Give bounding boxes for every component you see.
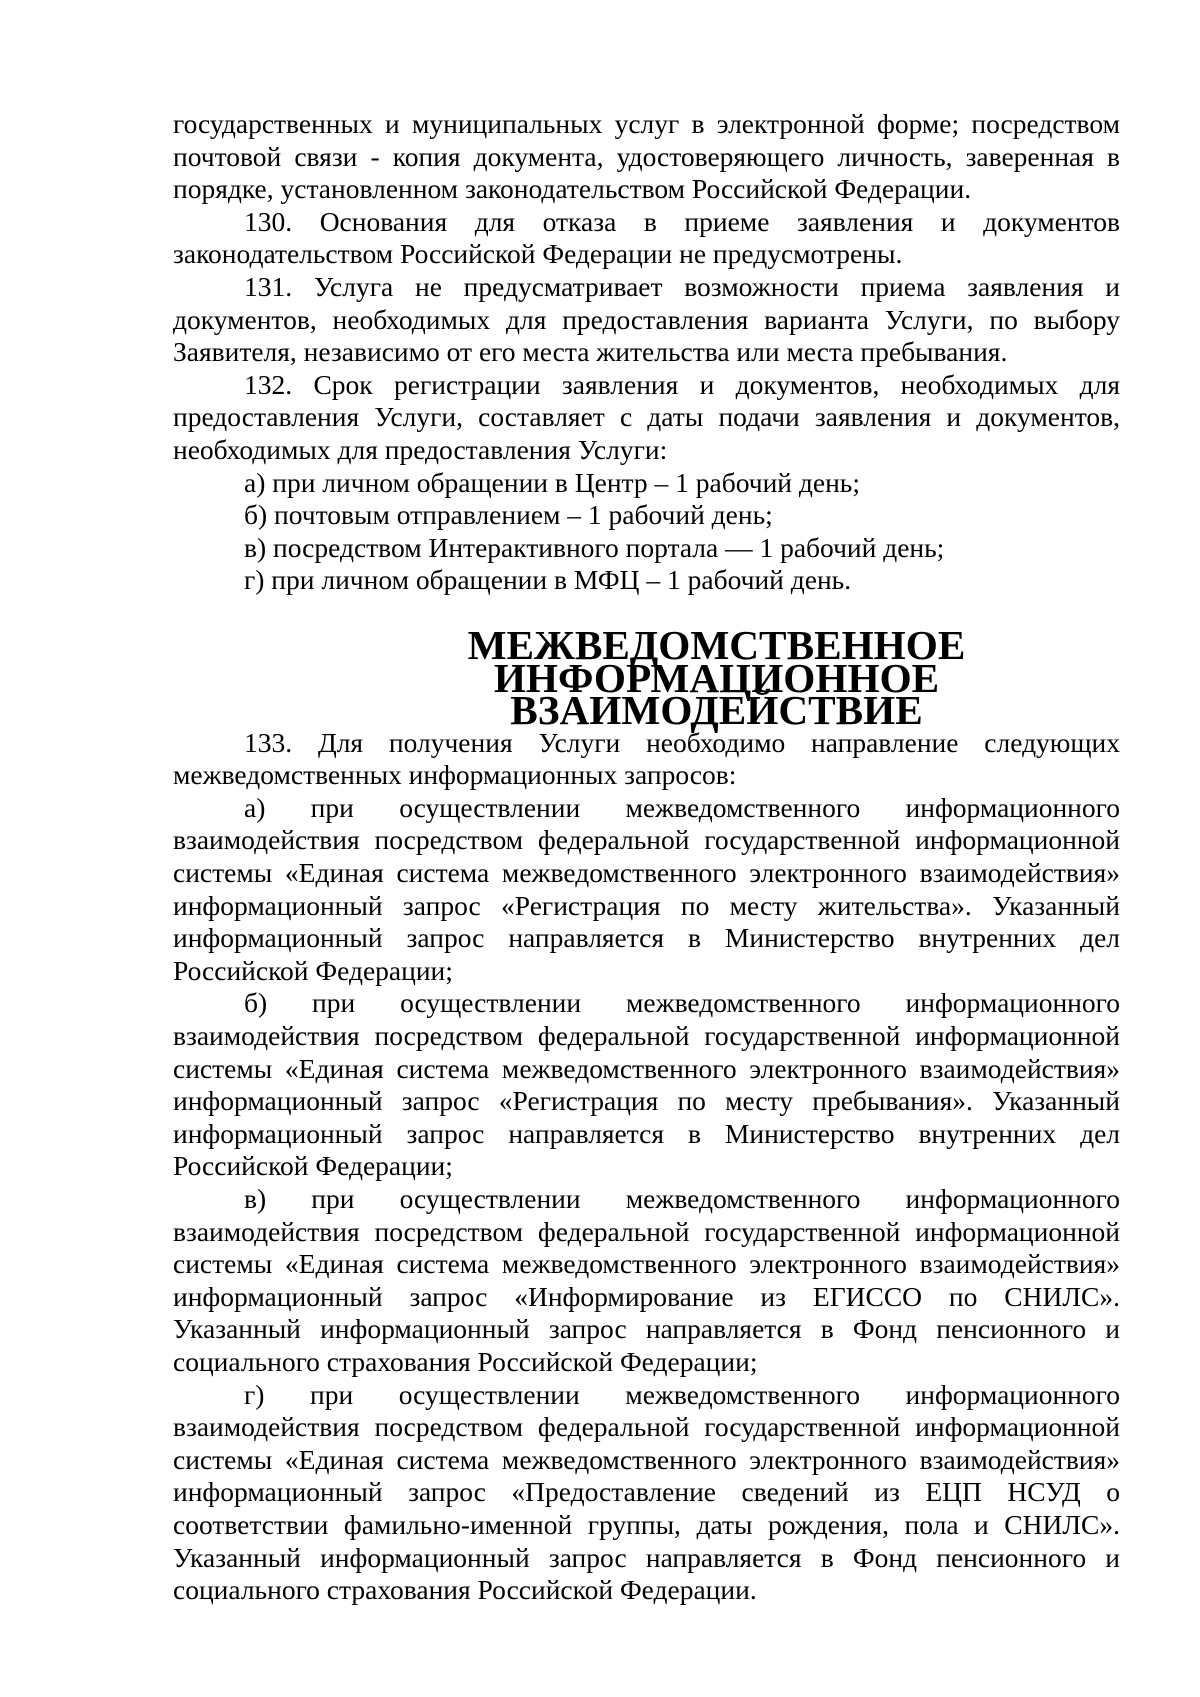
list-item-133-a: а) при осуществлении межведомственного информационного взаимодействия посредством федеральной государственной информационной системы «Единая система межведомственного электронного взаимодействия» информационный запрос «Регистрация по месту жительства». Указанный информационный запрос направляется в Министерство внутренних дел Российской Федерации; bbox=[173, 791, 1120, 986]
paragraph-continuation: государственных и муниципальных услуг в электронной форме; посредством почтовой связи - копия документа, удостоверяющего личность, заверенная в порядке, установленном законодательством Российской Федерации. bbox=[173, 108, 1120, 205]
paragraph-130: 130. Основания для отказа в приеме заявления и документов законодательством Российской Федерации не предусмотрены. bbox=[173, 205, 1120, 270]
paragraph-132: 132. Срок регистрации заявления и документов, необходимых для предоставления Услуги, составляет с даты подачи заявления и документов, необходимых для предоставления Услуги: bbox=[173, 368, 1120, 465]
list-item-133-b: б) при осуществлении межведомственного информационного взаимодействия посредством федеральной государственной информационной системы «Единая система межведомственного электронного взаимодействия» информационный запрос «Регистрация по месту пребывания». Указанный информационный запрос направляется в Министерство внутренних дел Российской Федерации; bbox=[173, 987, 1120, 1182]
paragraph-133: 133. Для получения Услуги необходимо направление следующих межведомственных информационных запросов: bbox=[173, 726, 1120, 791]
list-item-133-g: г) при осуществлении межведомственного информационного взаимодействия посредством федеральной государственной информационной системы «Единая система межведомственного электронного взаимодействия» информационный запрос «Предоставление сведений из ЕЦП НСУД о соответствии фамильно-именной группы, даты рождения, пола и СНИЛС». Указанный информационный запрос направляется в Фонд пенсионного и социального страхования Российской Федерации. bbox=[173, 1378, 1120, 1606]
section-heading bbox=[173, 621, 1120, 734]
list-item-132-a: а) при личном обращении в Центр – 1 рабочий день; bbox=[244, 466, 860, 498]
list-item-132-v: в) посредством Интерактивного портала — 1 рабочий день; bbox=[244, 531, 945, 563]
section-heading-line-2: ВЗАИМОДЕЙСТВИЕ bbox=[510, 687, 923, 734]
section-heading-line-1: МЕЖВЕДОМСТВЕННОЕ ИНФОРМАЦИОННОЕ bbox=[467, 621, 966, 701]
paragraph-131: 131. Услуга не предусматривает возможности приема заявления и документов, необходимых для предоставления варианта Услуги, по выбору Заявителя, независимо от его места жительства или места пребывания. bbox=[173, 270, 1120, 368]
list-item-133-v: в) при осуществлении межведомственного информационного взаимодействия посредством федеральной государственной информационной системы «Единая система межведомственного электронного взаимодействия» информационный запрос «Информирование из ЕГИССО по СНИЛС». Указанный информационный запрос направляется в Фонд пенсионного и социального страхования Российской Федерации; bbox=[173, 1183, 1120, 1377]
list-item-132-g: г) при личном обращении в МФЦ – 1 рабочий день. bbox=[244, 564, 852, 596]
list-item-132-b: б) почтовым отправлением – 1 рабочий день; bbox=[244, 499, 773, 531]
document-page bbox=[173, 108, 1120, 1607]
